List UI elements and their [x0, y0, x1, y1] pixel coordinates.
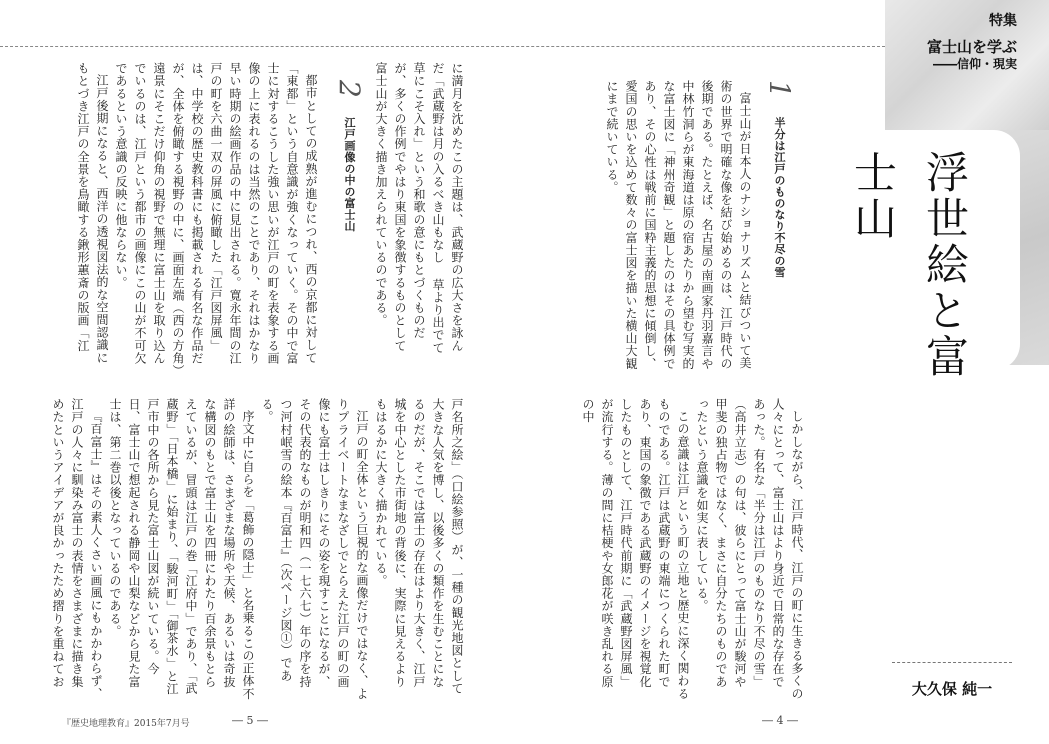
paragraph: 序文中に自らを「葛飾の隠士」と名乗るこの正体不詳の絵師は、さまざまな場所や天候、あるいは奇抜な構図のもとで富士山を四冊にわたり百余景もとらえているが、冒頭は江戸の巻「江府中」であり、「武蔵野」「日本橋」に始まり、「駿河町」「御茶水」と江戸市中の各所から見た富士山図が続いている。今日、富士山で想起される静岡や山梨などから見た富士は、第二巻以後となっているのである。 — [108, 398, 255, 700]
feature-series-title: 富士山を学ぶ — [926, 38, 1017, 56]
paragraph: 江戸後期になると、西洋の透視図法的な空間認識にもとづき江戸の全景を鳥瞰する鍬形蕙斎の版画「江 — [76, 62, 109, 364]
top-dashed-rule — [0, 46, 885, 47]
article-title: 浮世絵と富士山 — [847, 150, 969, 380]
paragraph: 『百富士』はその素人くさい画風にもかかわらず、江戸の人々に馴染み富士の表情をさまざまに描き集めたというアイデアが良かったため摺りを重ねてお — [51, 398, 103, 700]
section-2-number: 2 — [333, 80, 366, 98]
left-page-upper-text-a — [374, 62, 466, 362]
paragraph: 都市としての成熟が進むにつれ、西の京都に対して「東都」という自意識が強くなっていく。その中で富士に対するこうした強い思いが江戸の町を表象する画像の上に表れるのは当然のことであり、それはかなり早い時期の絵画作品の中に見出される。寛永年間の江戸の町を六曲一双の屏風に俯瞰した「江戸図屏風」は、中学校の歴史教科書にも掲載される有名な作品だが、全体を俯瞰する視野の中に、画面左端（西の方角）遠景にそこだけ仰角の視野で無理に富士山を取り込んでいるのは、江戸という都市の画像にこの山が不可欠であるという意識の反映に他ならない。 — [114, 62, 318, 371]
paragraph: しかしながら、江戸時代、江戸の町に生きる多くの人々にとって、富士山はより身近で日常的な存在であった。有名な「半分は江戸のものなり不尽の雪」（高井立志）の句は、彼らにとって富士山が駿河や甲斐の独占物ではなく、まさに自分たちのものであったという意識を如実に表している。 — [695, 398, 804, 700]
right-page-number: ― 4 ― — [762, 714, 798, 727]
left-page-number: ― 5 ― — [232, 714, 268, 727]
left-page-upper-text-b — [68, 62, 320, 372]
paragraph: に満月を沈めたこの主題は、武蔵野の広大さを詠んだ「武蔵野は月の入るべき山もなし 草より出でて草にこそ入れ」という和歌の意にもとづくものだが、多くの作例でやはり東国を象徴するものとして富士山が大きく描き加えられているのである。 — [374, 62, 464, 354]
section-2-title: 江戸画像の中の富士山 — [343, 116, 356, 232]
feature-label: 特集 — [989, 13, 1017, 29]
section-1-title: 半分は江戸のものなり不尽の雪 — [773, 116, 786, 278]
section-2-heading — [326, 80, 366, 360]
section-1-number: 1 — [763, 80, 796, 98]
paragraph: 富士山が日本人のナショナリズムと結びついて美術の世界で明確な像を結び始めるのは、江戸時代の後期である。たとえば、名古屋の南画家丹羽嘉言や中林竹洞らが東海道は原の宿あたりから望む写実的な富士図に「神州奇観」と題したのはその具体例であり、その心性は戦前に国粋主義的思想に傾倒し、愛国の思いを込めて数々の富士図を描いた横山大観にまで続いている。 — [605, 80, 752, 370]
author-name: 大久保 純一 — [911, 680, 993, 698]
feature-caption — [867, 12, 1017, 72]
paragraph: 戸名所之絵」（口絵参照）が、一種の観光地図として大きな人気を博し、以後多くの類作を生むことになるのだが、そこでは富士の存在はより大きく、江戸城を中心とした市街地の背後に、実際に見えるよりもはるかに大きく描かれている。 — [374, 398, 464, 695]
section-1-heading — [756, 80, 796, 360]
paragraph: この意識は江戸という町の立地と歴史に深く関わるものである。江戸は武蔵野の東端につくられた町であり、東国の象徴である武蔵野のイメージを視覚化したものとして、江戸時代前期に「武蔵野図屏風」が流行する。薄の間に桔梗や女郎花が咲き乱れる原の中 — [581, 398, 690, 700]
author-rule — [892, 662, 1012, 663]
right-page-upper-text — [586, 80, 754, 370]
paragraph: 江戸の町全体という巨視的な画像だけではなく、よりプライベートなまなざしでとらえた江戸の町の画像にも富士はしきりにその姿を現すことになるが、その代表的なものが明和四（一七六七）年の序を持つ河村岷雪の絵本『百富士』（次ページ図①）である。 — [260, 398, 369, 700]
journal-footer: 『歴史地理教育』2015年7月号 — [62, 719, 190, 729]
right-page-lower-text — [581, 398, 806, 700]
feature-series-subtitle: ――信仰・現実 — [932, 57, 1017, 71]
left-page-lower-text — [51, 398, 466, 700]
